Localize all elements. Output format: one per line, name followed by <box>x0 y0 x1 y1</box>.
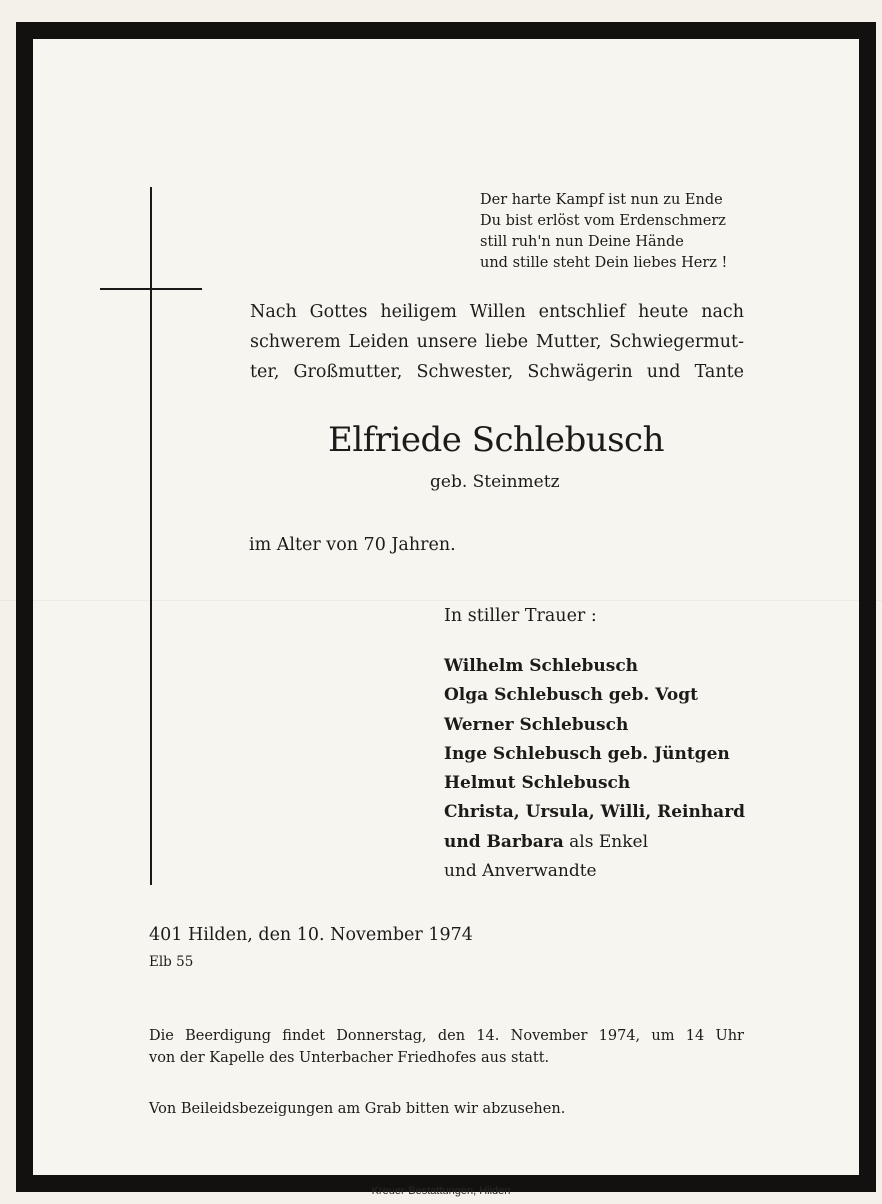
funeral-notice <box>149 1025 744 1069</box>
poem-line: Der harte Kampf ist nun zu Ende <box>480 192 723 208</box>
age-text: im Alter von 70 Jahren. <box>249 535 456 555</box>
memorial-poem <box>480 190 727 274</box>
relatives-line: und Anverwandte <box>444 861 597 882</box>
poem-line: still ruh'n nun Deine Hände <box>480 234 684 250</box>
mourner-name: Helmut Schlebusch <box>444 773 631 794</box>
mourner-name: Wilhelm Schlebusch <box>444 656 639 676</box>
intro-line: Nach Gottes heiligem Willen entschlief heute nach <box>250 302 744 322</box>
mourner-name: Werner Schlebusch <box>444 714 629 735</box>
mourning-heading: In stiller Trauer : <box>444 606 597 626</box>
grandchildren-line <box>444 828 744 857</box>
condolences-note: Von Beileidsbezeigungen am Grab bitten wir abzusehen. <box>149 1101 566 1117</box>
reference-code: Elb 55 <box>149 954 194 970</box>
mourner-name: Inge Schlebusch geb. Jüntgen <box>444 743 730 764</box>
birth-name: geb. Steinmetz <box>430 472 560 492</box>
cross-horizontal-bar <box>100 288 202 290</box>
mourner-name: Olga Schlebusch geb. Vogt <box>444 685 698 706</box>
intro-line: ter, Großmutter, Schwester, Schwägerin und Tante <box>250 362 744 382</box>
paper-fold-line <box>0 600 882 601</box>
place-and-date: 401 Hilden, den 10. November 1974 <box>149 925 473 945</box>
funeral-line: Die Beerdigung findet Donnerstag, den 14. November 1974, um 14 Uhr <box>149 1028 744 1044</box>
deceased-name: Elfriede Schlebusch <box>328 420 664 460</box>
cross-vertical-bar <box>150 187 152 885</box>
mourner-name: Christa, Ursula, Willi, Reinhard <box>444 802 746 823</box>
grandchild-role: als Enkel <box>563 831 649 852</box>
intro-line: schwerem Leiden unsere liebe Mutter, Schwiegermut- <box>250 332 744 352</box>
funeral-line: von der Kapelle des Unterbacher Friedhofes aus statt. <box>149 1050 550 1066</box>
mourners-list <box>444 652 744 886</box>
death-announcement-text <box>250 297 744 387</box>
poem-line: Du bist erlöst vom Erdenschmerz <box>480 213 726 229</box>
grandchild-name: und Barbara <box>444 831 564 852</box>
printer-footer: Kreuer-Bestattungen, Hilden <box>371 1185 511 1197</box>
poem-line: und stille steht Dein liebes Herz ! <box>480 255 728 271</box>
